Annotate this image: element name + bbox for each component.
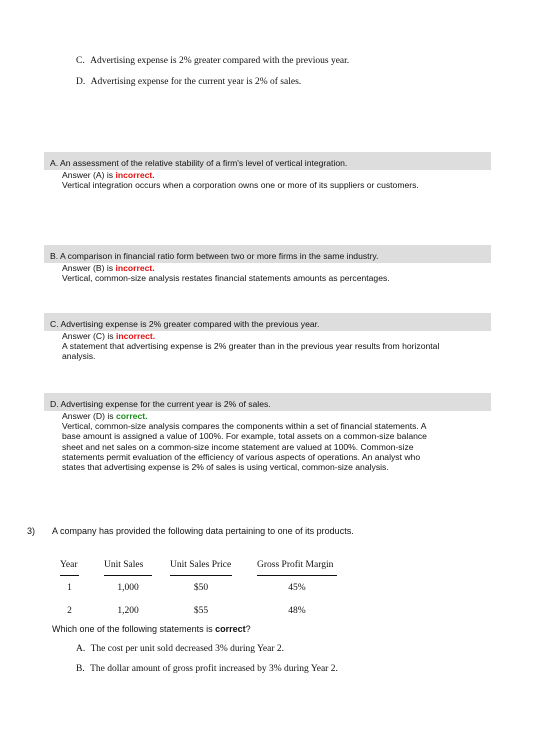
explanation-line: analysis. <box>62 351 96 362</box>
top-option-d <box>76 77 301 87</box>
table-header-unit-sales: Unit Sales <box>104 560 144 570</box>
answer-block-b <box>44 245 491 283</box>
answer-block-c <box>44 313 491 362</box>
table-cell: 45% <box>288 583 306 593</box>
option-letter: C. <box>76 56 85 66</box>
explanation-line: Vertical, common-size analysis compares the components within a set of financial statements. A <box>62 421 427 432</box>
header-underline <box>60 575 79 576</box>
question-text: A company has provided the following data pertaining to one of its products. <box>52 526 354 536</box>
question-option-a[interactable] <box>76 644 284 654</box>
explanation-line: sheet and net sales on a common-size income statement are valued at 100%. Common-size <box>62 441 414 452</box>
explanation-line: A statement that advertising expense is 2% greater than in the previous year results from horizontal <box>62 341 440 352</box>
question-option-b[interactable] <box>76 664 338 674</box>
answer-verdict: Answer (D) is correct. <box>62 411 148 421</box>
explanation-line: statements permit evaluation of the efficiency of various aspects of operations. An analyst who <box>62 451 421 462</box>
answer-heading: A. An assessment of the relative stability of a firm's level of vertical integration. <box>44 152 491 170</box>
table-cell: 2 <box>67 606 72 616</box>
table-cell: $55 <box>193 606 209 616</box>
answer-explanation <box>44 331 491 362</box>
status-label: correct. <box>115 411 148 421</box>
answer-block-a <box>44 152 491 190</box>
option-text: Advertising expense for the current year is 2% of sales. <box>90 77 302 87</box>
status-label: incorrect. <box>115 331 156 341</box>
answer-explanation <box>44 263 491 283</box>
question-prompt: Which one of the following statements is correct? <box>52 624 251 634</box>
answer-heading: D. Advertising expense for the current year is 2% of sales. <box>44 393 491 411</box>
table-cell: 48% <box>288 606 306 616</box>
answer-verdict: Answer (C) is incorrect. <box>62 331 156 341</box>
prompt-emphasis: correct <box>215 624 246 634</box>
answer-verdict: Answer (B) is incorrect. <box>62 263 155 273</box>
option-letter: B. <box>76 664 85 674</box>
header-underline <box>257 575 337 576</box>
explanation-line: Vertical integration occurs when a corporation owns one or more of its suppliers or customers. <box>62 180 419 191</box>
option-letter: D. <box>76 77 86 87</box>
answer-explanation <box>44 170 491 190</box>
explanation-line: Vertical, common-size analysis restates financial statements amounts as percentages. <box>62 273 390 284</box>
top-option-c <box>76 56 349 66</box>
table-cell: $50 <box>193 583 209 593</box>
option-text: The cost per unit sold decreased 3% during Year 2. <box>90 644 285 654</box>
table-cell: 1 <box>67 583 72 593</box>
table-header-year: Year <box>60 560 78 570</box>
header-underline <box>104 575 152 576</box>
answer-block-d <box>44 393 491 472</box>
answer-explanation <box>44 411 491 472</box>
answer-verdict: Answer (A) is incorrect. <box>62 170 155 180</box>
explanation-line: states that advertising expense is 2% of sales is using vertical, common-size analysis. <box>62 462 389 473</box>
prompt-text: Which one of the following statements is <box>52 624 216 634</box>
table-header-unit-sales-price: Unit Sales Price <box>170 560 232 570</box>
status-label: incorrect. <box>115 170 155 180</box>
answer-heading: C. Advertising expense is 2% greater compared with the previous year. <box>44 313 491 331</box>
table-header-gross-profit-margin: Gross Profit Margin <box>257 560 334 570</box>
table-cell: 1,200 <box>117 606 139 616</box>
option-text: Advertising expense is 2% greater compared with the previous year. <box>90 56 350 66</box>
option-letter: A. <box>76 644 86 654</box>
question-number: 3) <box>27 526 36 536</box>
answer-heading: B. A comparison in financial ratio form between two or more firms in the same industry. <box>44 245 491 263</box>
option-text: The dollar amount of gross profit increased by 3% during Year 2. <box>90 664 338 674</box>
table-cell: 1,000 <box>117 583 139 593</box>
header-underline <box>170 575 232 576</box>
explanation-line: base amount is assigned a value of 100%. For example, total assets on a common-size balance <box>62 431 427 442</box>
status-label: incorrect. <box>115 263 155 273</box>
